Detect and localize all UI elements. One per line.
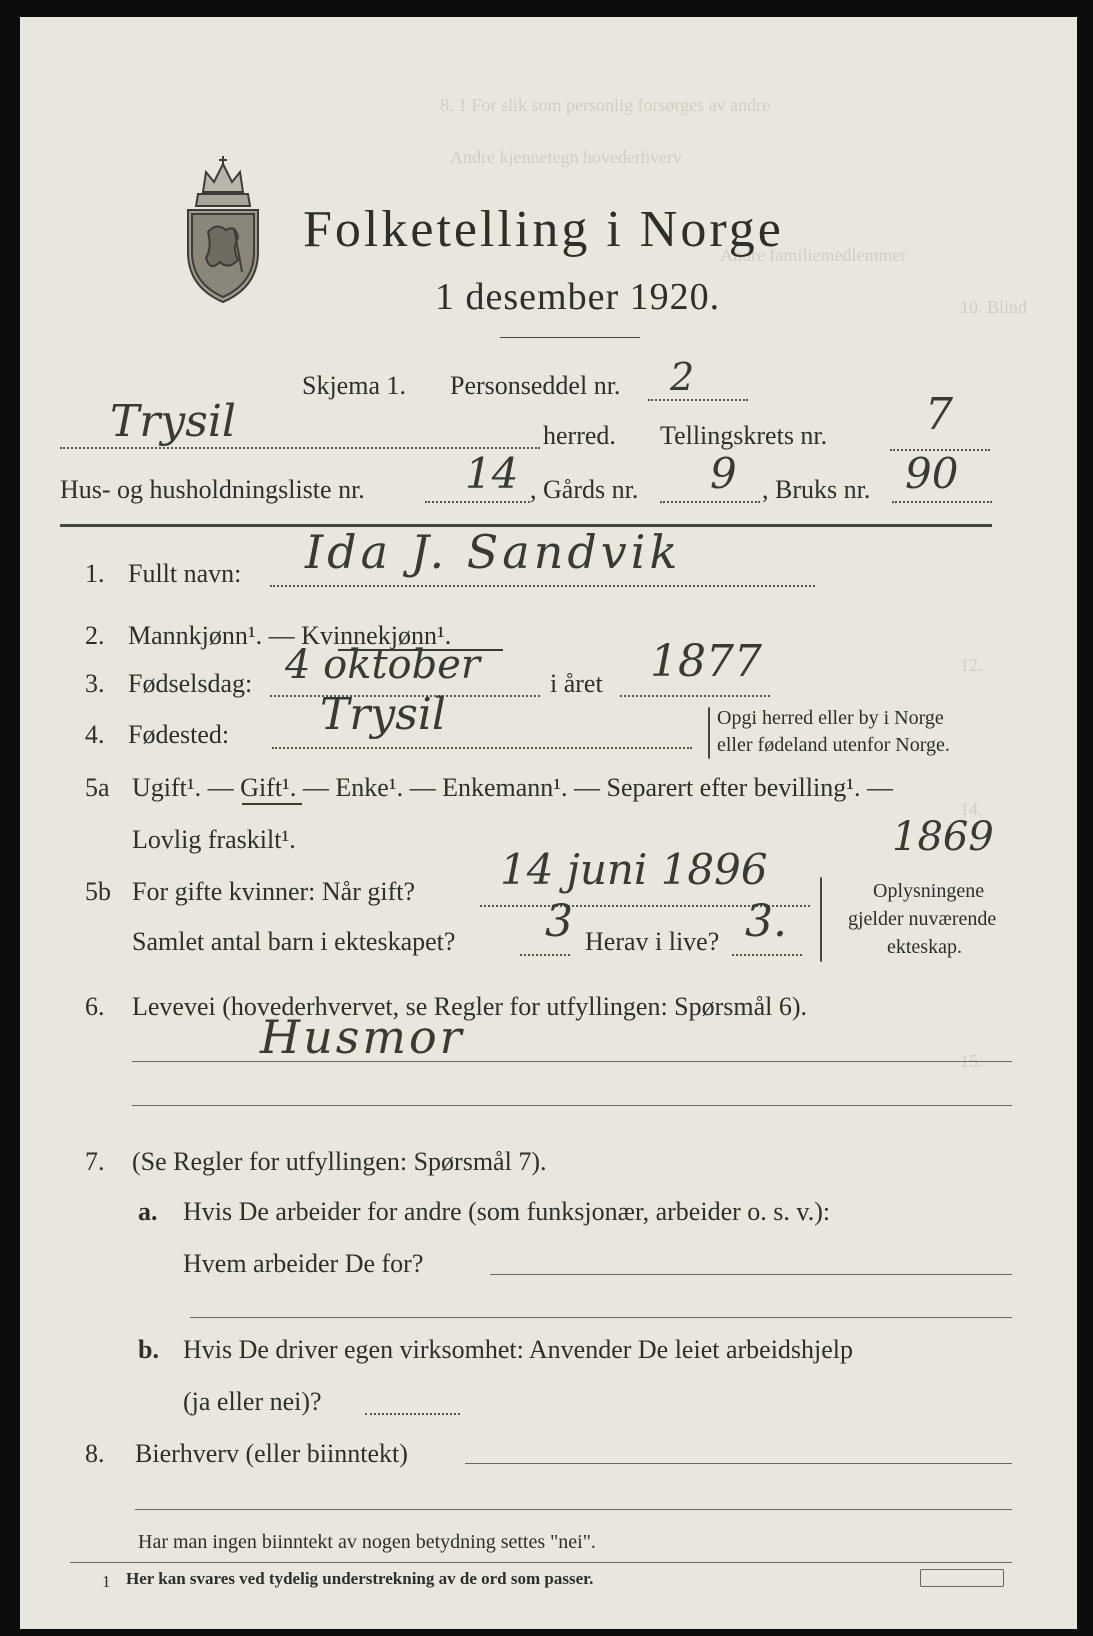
q5a-annotation: 1869 — [892, 814, 994, 860]
footer-divider — [70, 1562, 1012, 1563]
q8-label: Bierhverv (eller biinntekt) — [135, 1439, 408, 1468]
husholdning-value: 14 — [465, 449, 519, 498]
q3-birthday-value: 4 oktober — [285, 642, 481, 688]
q6-occupation-line2[interactable] — [132, 1105, 1012, 1106]
personseddel-value: 2 — [670, 355, 695, 399]
census-date: 1 desember 1920. — [435, 276, 721, 318]
q6-occupation-value: Husmor — [260, 1010, 465, 1064]
title-divider — [500, 337, 640, 338]
bruks-field[interactable] — [892, 501, 992, 503]
q5b-children-value: 3 — [545, 896, 573, 947]
footnote-text: Her kan svares ved tydelig understrekning av de ord som passer. — [126, 1569, 594, 1588]
q2-number: 2. — [85, 621, 105, 650]
q8-number: 8. — [85, 1439, 105, 1468]
q7a-letter: a. — [138, 1197, 158, 1226]
q5b-children-field[interactable] — [520, 954, 570, 956]
q1-number: 1. — [85, 559, 105, 588]
q5b-living-field[interactable] — [732, 954, 802, 956]
census-form-sheet: 8. 1 For slik som personlig forsørges av andre Andre kjennetegn hovederhverv Andre familiemedlemmer 10. Blind 12. 14. 15. Folketelling i Norge 1 desember 1920. Skjema 1. Personseddel nr. 2 Trysil herred. Tellingskrets nr. 7 Hus- og husholdningsliste nr. 14 , Gårds nr. 9 , Bruks nr. 90 1. Fullt navn: Ida J. Sandvik 2. Mannkjønn¹. — Kvinnekjønn¹. 3. Fødselsdag: 4 oktober i året 1877 4. Fødested: Trysil Opgi herred eller by i Norge eller fødeland utenfor Norge. 5a Ugift¹. — Gift¹. — Enke¹. — Enkemann¹. — Separert efter bevilling¹. — Lovlig fraskilt¹. 1869 5b For gifte kvinner: Når gift? 14 juni 1896 Samlet antal barn i ekteskapet? 3 Herav i live? 3. Oplysningene gjelder nuværende ekteskap. 6. Levevei (hovederhvervet, se Regler for utfyllingen: Spørsmål 6). Husmor 7. (Se Regler for utfyllingen: Spørsmål 7). a. Hvis De arbeider for andre (som funksjonær, arbeider o. s. v.): Hvem arbeider De for? b. Hvis De driver egen virksomhet: Anvender De leiet arbeidshjelp (ja eller nei)? 8. Bierhverv (eller biinntekt) Har man ingen biinntekt av nogen betydning settes "nei". 1 Her kan svares ved tydelig understrekning av de ord som passer. — [20, 17, 1077, 1629]
q7a-line2: Hvem arbeider De for? — [183, 1249, 424, 1278]
form-title: Folketelling i Norge — [303, 201, 784, 258]
q5a-selected-underline — [242, 803, 302, 805]
q6-label: Levevei (hovederhvervet, se Regler for utfyllingen: Spørsmål 6). — [132, 992, 808, 1021]
q5b-note-bracket — [820, 877, 822, 962]
q3-year-label: i året — [550, 669, 603, 698]
q5b-note-line1: Oplysningene — [873, 880, 985, 902]
q7-number: 7. — [85, 1147, 105, 1176]
printer-stamp — [920, 1569, 1004, 1587]
q5a-divorced-option: Lovlig fraskilt¹. — [132, 825, 296, 854]
q5b-note-line2: gjelder nuværende — [848, 908, 997, 930]
q7a-employer-field[interactable] — [490, 1274, 1012, 1275]
q2-sex-options: Mannkjønn¹. — Kvinnekjønn¹. — [128, 621, 452, 650]
q7b-line1: Hvis De driver egen virksomhet: Anvender De leiet arbeidshjelp — [183, 1335, 854, 1364]
q4-note-line1: Opgi herred eller by i Norge — [717, 707, 944, 729]
footer-note: Har man ingen biinntekt av nogen betydning settes "nei". — [138, 1531, 596, 1553]
q4-birthplace-value: Trysil — [320, 689, 446, 740]
husholdning-label: Hus- og husholdningsliste nr. — [60, 475, 365, 504]
gards-field[interactable] — [660, 501, 760, 503]
q5b-living-label: Herav i live? — [585, 927, 720, 956]
q4-note-bracket — [708, 707, 710, 759]
bruks-label: , Bruks nr. — [762, 475, 871, 504]
q7b-line2: (ja eller nei)? — [183, 1387, 322, 1416]
q6-occupation-line1[interactable] — [132, 1061, 1012, 1062]
q8-side-income-field[interactable] — [465, 1463, 1012, 1464]
q3-year-field[interactable] — [620, 695, 770, 697]
footnote-mark: 1 — [102, 1572, 111, 1591]
gards-value: 9 — [710, 449, 737, 498]
norway-coat-of-arms-icon — [178, 152, 268, 307]
q7a-line1: Hvis De arbeider for andre (som funksjonær, arbeider o. s. v.): — [183, 1197, 831, 1226]
q7-label: (Se Regler for utfyllingen: Spørsmål 7). — [132, 1147, 547, 1176]
q3-year-value: 1877 — [650, 636, 762, 687]
q1-full-name-field[interactable] — [270, 585, 815, 587]
husholdning-field[interactable] — [425, 501, 530, 503]
q5b-married-label: For gifte kvinner: Når gift? — [132, 877, 416, 906]
q5b-married-value: 14 juni 1896 — [500, 845, 768, 894]
q6-number: 6. — [85, 992, 105, 1021]
q7a-employer-field-2[interactable] — [190, 1317, 1012, 1318]
q4-number: 4. — [85, 720, 105, 749]
q8-side-income-field-2[interactable] — [135, 1509, 1012, 1510]
herred-label: herred. — [543, 421, 616, 450]
q5b-note-line3: ekteskap. — [887, 936, 962, 958]
q3-number: 3. — [85, 669, 105, 698]
q1-label: Fullt navn: — [128, 559, 242, 588]
personseddel-field[interactable] — [648, 399, 748, 401]
q5b-living-value: 3. — [745, 896, 787, 947]
q3-label: Fødselsdag: — [128, 669, 253, 698]
q5b-number: 5b — [85, 877, 111, 906]
q7b-answer-field[interactable] — [365, 1413, 460, 1415]
personseddel-label: Personseddel nr. — [450, 371, 621, 400]
q1-full-name-value: Ida J. Sandvik — [305, 525, 682, 579]
herred-value: Trysil — [110, 396, 236, 447]
bruks-value: 90 — [905, 449, 959, 498]
q5a-number: 5a — [85, 773, 110, 802]
q4-birthplace-field[interactable] — [272, 747, 692, 749]
schema-label: Skjema 1. — [302, 371, 406, 400]
q4-label: Fødested: — [128, 720, 230, 749]
q4-note-line2: eller fødeland utenfor Norge. — [717, 734, 950, 756]
q7b-letter: b. — [138, 1335, 159, 1364]
gards-label: , Gårds nr. — [530, 475, 639, 504]
q5b-children-label: Samlet antal barn i ekteskapet? — [132, 927, 456, 956]
q5a-marital-options: Ugift¹. — Gift¹. — Enke¹. — Enkemann¹. — Separert efter bevilling¹. — — [132, 773, 894, 802]
tellingskrets-value: 7 — [925, 389, 953, 440]
tellingskrets-label: Tellingskrets nr. — [660, 421, 828, 450]
